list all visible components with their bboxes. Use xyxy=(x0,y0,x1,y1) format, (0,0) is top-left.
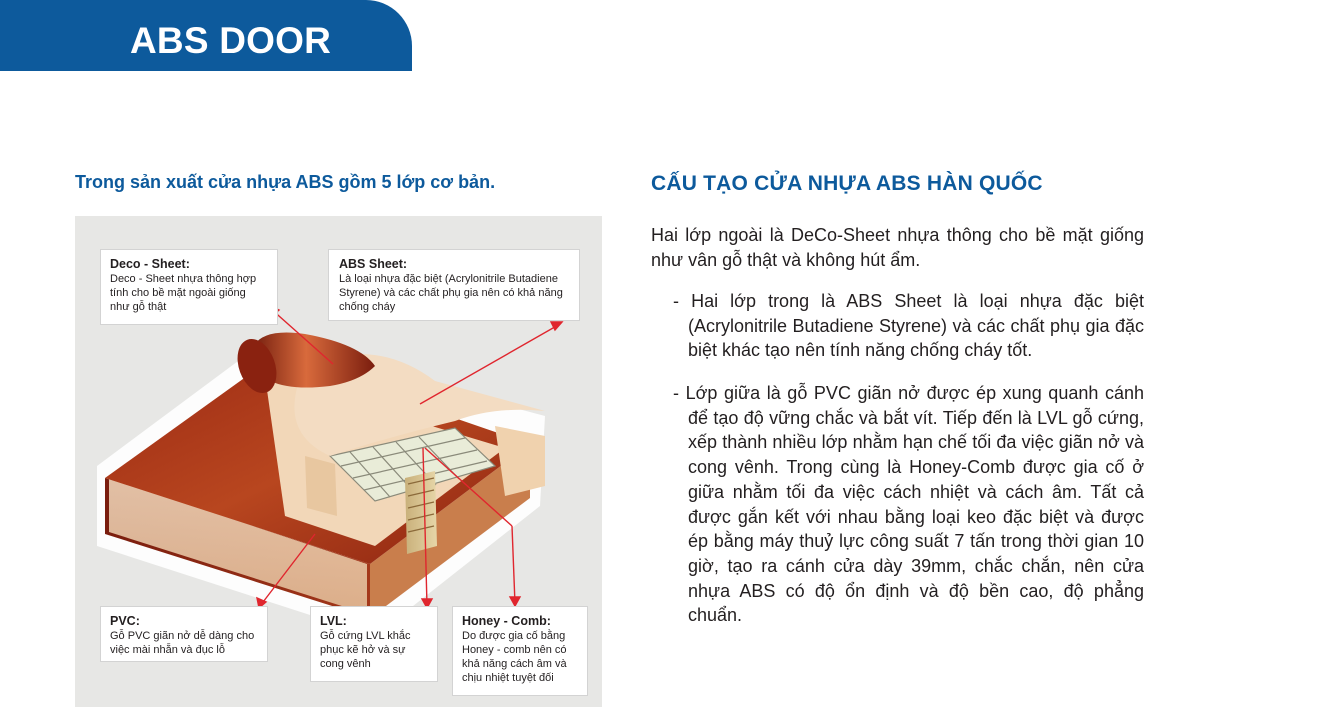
callout-deco-title: Deco - Sheet: xyxy=(110,257,190,271)
callout-abs-text: Là loại nhựa đặc biệt (Acrylonitrile Butadiene Styrene) và các chất phụ gia nên có khả năng chống cháy xyxy=(339,273,563,313)
callout-deco-sheet xyxy=(100,249,278,325)
bullet-core-layers: - Lớp giữa là gỗ PVC giãn nở được ép xung quanh cánh để tạo độ vững chắc và bắt vít. Tiếp đến là LVL gỗ cứng, xếp thành nhiều lớp nhằm hạn chế tối đa việc giãn nở và cong vênh. Trong cùng là Honey-Comb được gia cố ở giữa nhằm tối đa việc cách nhiệt và cách âm. Tất cả được gắn kết với nhau bằng loại keo đặc biệt và được ép bằng máy thuỷ lực công suất 7 tấn trong thời gian 10 giờ, tạo ra cánh cửa dày 39mm, chắc chắn, nên cửa nhựa ABS có độ ổn định và độ bền cao, độ phẳng chuẩn. xyxy=(673,383,1144,626)
arrow-honey xyxy=(512,526,515,604)
callout-lvl-text: Gỗ cứng LVL khắc phục kẽ hở và sự cong vênh xyxy=(320,630,411,670)
callout-pvc-title: PVC: xyxy=(110,614,140,628)
callout-pvc xyxy=(100,606,268,662)
callout-lvl xyxy=(310,606,438,682)
callout-pvc-text: Gỗ PVC giãn nở dễ dàng cho việc mài nhẵn và đục lỗ xyxy=(110,630,255,656)
door-layers-figure xyxy=(75,216,602,707)
callout-honey-title: Honey - Comb: xyxy=(462,614,551,628)
intro-paragraph: Hai lớp ngoài là DeCo-Sheet nhựa thông cho bề mặt giống như vân gỗ thật và không hút ẩm. xyxy=(651,225,1144,270)
callout-abs-sheet xyxy=(328,249,580,321)
arrow-abs xyxy=(420,324,560,404)
section-heading: CẤU TẠO CỬA NHỰA ABS HÀN QUỐC xyxy=(651,172,1043,195)
figure-heading: Trong sản xuất cửa nhựa ABS gồm 5 lớp cơ bản. xyxy=(75,172,496,192)
page-title: ABS DOOR xyxy=(130,20,331,61)
callout-deco-text: Deco - Sheet nhựa thông hợp tính cho bề mặt ngoài giống như gỗ thật xyxy=(110,273,257,313)
callout-lvl-title: LVL: xyxy=(320,614,347,628)
callout-honey-comb xyxy=(452,606,588,696)
callout-abs-title: ABS Sheet: xyxy=(339,257,408,271)
lvl-layer xyxy=(405,471,437,554)
bullet-abs-sheet: - Hai lớp trong là ABS Sheet là loại nhựa đặc biệt (Acrylonitrile Butadiene Styrene) và các chất phụ gia đặc biệt khác tạo nên tính năng chống cháy tốt. xyxy=(673,291,1144,361)
side-block-left xyxy=(305,456,337,516)
callout-honey-text: Do được gia cố bằng Honey - comb nên có khả năng cách âm và chịu nhiệt tuyệt đối xyxy=(462,630,567,684)
